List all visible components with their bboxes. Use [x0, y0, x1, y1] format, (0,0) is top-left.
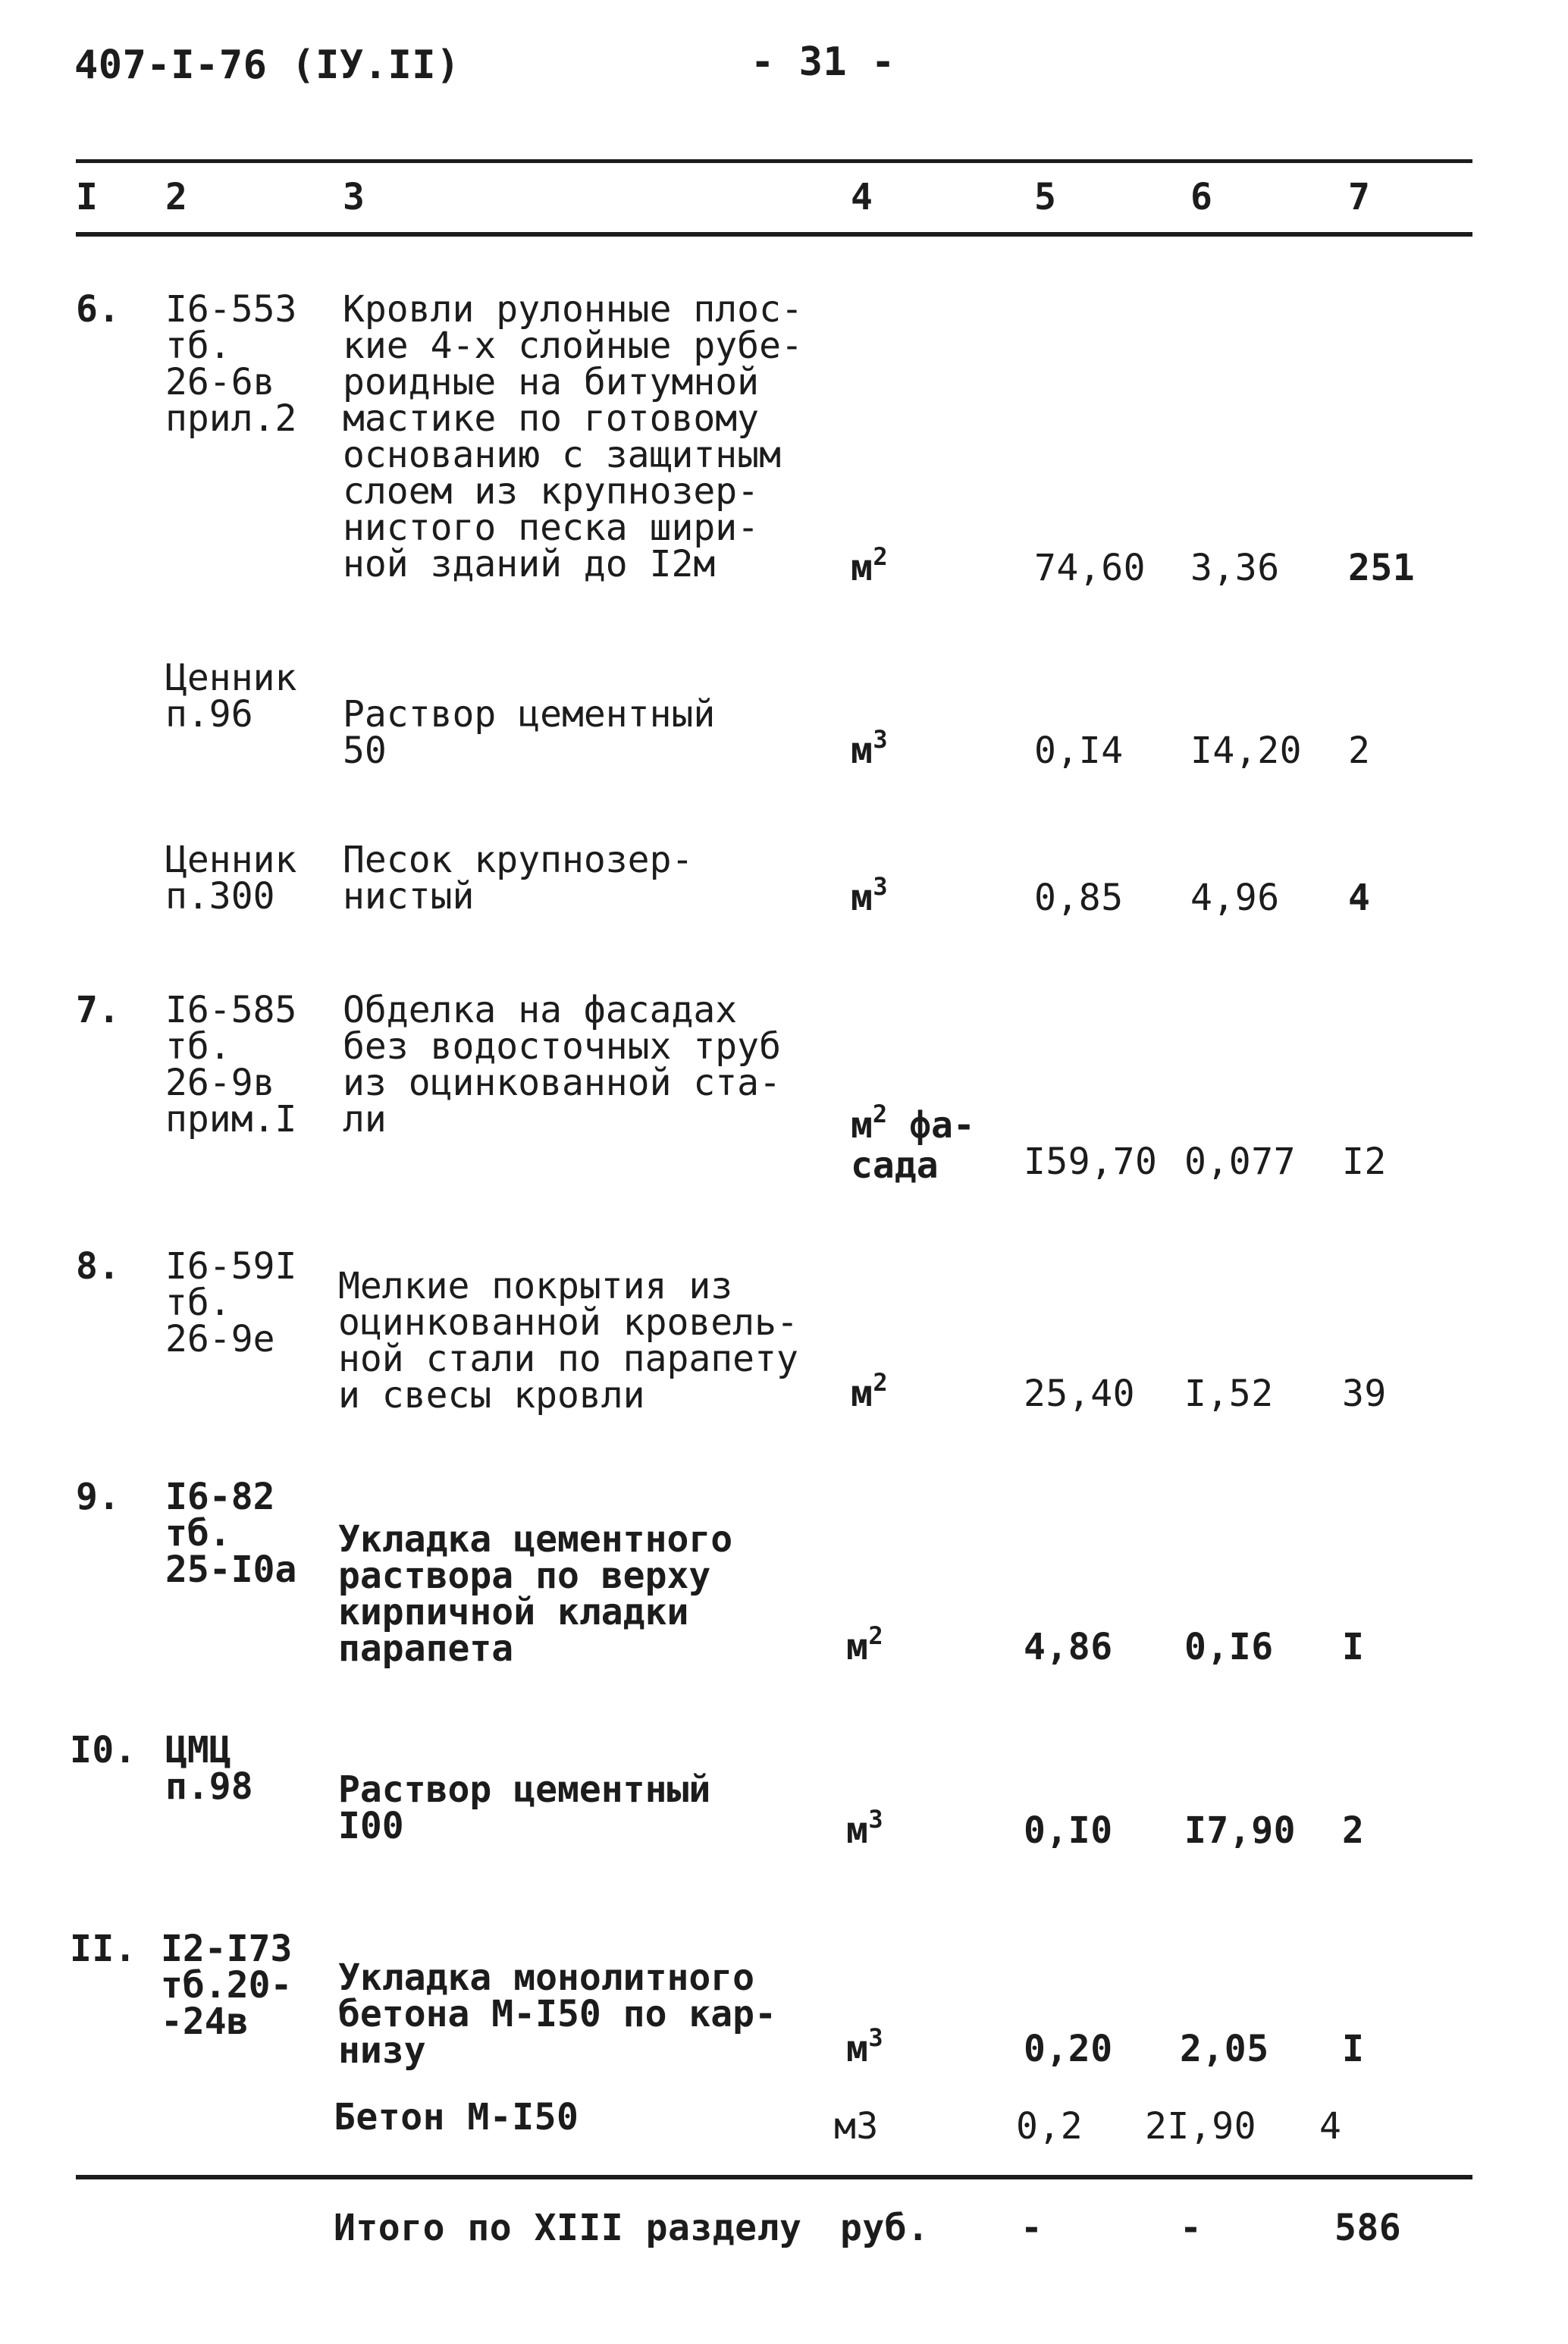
table-header-rule	[76, 232, 1472, 237]
column-header-5: 5	[1034, 176, 1057, 218]
column-header-2: 2	[165, 176, 188, 218]
row-code: I6-585 тб. 26-9в прим.I	[165, 989, 297, 1141]
row-number: 6.	[76, 288, 121, 331]
row-quantity: 0,I0	[1024, 1809, 1113, 1852]
row-quantity: 0,I4	[1034, 730, 1124, 772]
row-quantity: 4,86	[1024, 1626, 1113, 1668]
row-unit: $м^3$	[846, 2023, 884, 2070]
row-code: Ценник п.96	[165, 657, 297, 736]
row-code: I6-82 тб. 25-I0а	[165, 1476, 297, 1591]
document-code: 407-I-76 (IУ.II)	[74, 42, 460, 88]
row-total: 251	[1348, 547, 1416, 589]
row-quantity: 74,60	[1034, 547, 1146, 589]
column-header-1: I	[76, 176, 99, 218]
row-price: 0,077	[1184, 1141, 1296, 1183]
row-description: Обделка на фасадах без водосточных труб из оцинкованной ста- ли	[343, 989, 781, 1141]
row-description: Кровли рулонные плос- кие 4-х слойные рубе- роидные на битумной мастике по готовому основанию с защитным слоем из крупнозер- нистого песка шири- ной зданий до I2м	[343, 288, 803, 585]
row-code: I6-59I тб. 26-9е	[165, 1245, 297, 1360]
total-label: Итого по XIII разделу	[334, 2207, 802, 2249]
row-total: I	[1342, 2028, 1365, 2070]
row-price: 3,36	[1190, 547, 1280, 589]
row-code: Ценник п.300	[165, 839, 297, 918]
row-price: I7,90	[1184, 1809, 1296, 1852]
total-unit: руб.	[840, 2207, 930, 2249]
row-unit: $м^2$	[851, 542, 889, 589]
column-header-3: 3	[343, 176, 365, 218]
row-number: I0.	[70, 1729, 137, 1771]
row-quantity: 25,40	[1024, 1373, 1135, 1415]
row-total: 4	[1348, 877, 1371, 919]
row-quantity: 0,20	[1024, 2028, 1113, 2070]
column-header-6: 6	[1190, 176, 1213, 218]
row-total: 2	[1348, 730, 1371, 772]
row-price: I4,20	[1190, 730, 1302, 772]
row-quantity: 0,85	[1034, 877, 1124, 919]
row-price: 0,I6	[1184, 1626, 1274, 1668]
table-bottom-rule	[76, 2175, 1472, 2179]
column-header-4: 4	[851, 176, 873, 218]
row-number: 9.	[76, 1476, 121, 1518]
row-unit: $м^2$	[846, 1621, 884, 1668]
total-price: -	[1180, 2207, 1203, 2249]
row-code: I6-553 тб. 26-6в прил.2	[165, 288, 297, 440]
row-description: Песок крупнозер- нистый	[343, 839, 694, 918]
row-total: 39	[1342, 1373, 1387, 1415]
row-unit: $м^2$ фа- сада	[851, 1100, 975, 1187]
row-price: 2I,90	[1145, 2105, 1256, 2148]
row-description: Раствор цементный I00	[338, 1768, 711, 1847]
row-description: Мелкие покрытия из оцинкованной кровель- ной стали по парапету и свесы кровли	[338, 1265, 798, 1417]
row-total: I2	[1342, 1141, 1387, 1183]
row-code: I2-I73 тб.20- -24в	[161, 1928, 293, 2043]
row-total: 4	[1319, 2105, 1342, 2148]
table-top-rule	[76, 159, 1472, 163]
row-unit: $м^3$	[846, 1805, 884, 1852]
row-unit: $м^2$	[851, 1368, 889, 1415]
row-price: 2,05	[1180, 2028, 1269, 2070]
row-quantity: I59,70	[1024, 1141, 1158, 1183]
row-number: 8.	[76, 1245, 121, 1288]
row-price: 4,96	[1190, 877, 1280, 919]
row-number: II.	[70, 1928, 137, 1970]
row-quantity: 0,2	[1016, 2105, 1083, 2148]
row-description: Раствор цементный 50	[343, 693, 716, 772]
total-quantity: -	[1021, 2207, 1043, 2249]
row-description: Укладка цементного раствора по верху кирпичной кладки парапета	[338, 1518, 733, 1670]
row-description: Укладка монолитного бетона М-I50 по кар- низу	[338, 1956, 776, 2072]
row-unit: $м^3$	[851, 725, 889, 772]
row-code: ЦМЦ п.98	[165, 1729, 253, 1808]
total-sum: 586	[1334, 2207, 1402, 2249]
page-number: - 31 -	[751, 39, 895, 85]
row-total: I	[1342, 1626, 1365, 1668]
row-total: 2	[1342, 1809, 1365, 1852]
row-description: Бетон М-I50	[334, 2096, 579, 2138]
row-unit: $м^3$	[851, 872, 889, 919]
row-number: 7.	[76, 989, 121, 1031]
column-header-7: 7	[1348, 176, 1371, 218]
row-price: I,52	[1184, 1373, 1274, 1415]
row-unit: м3	[834, 2105, 879, 2148]
